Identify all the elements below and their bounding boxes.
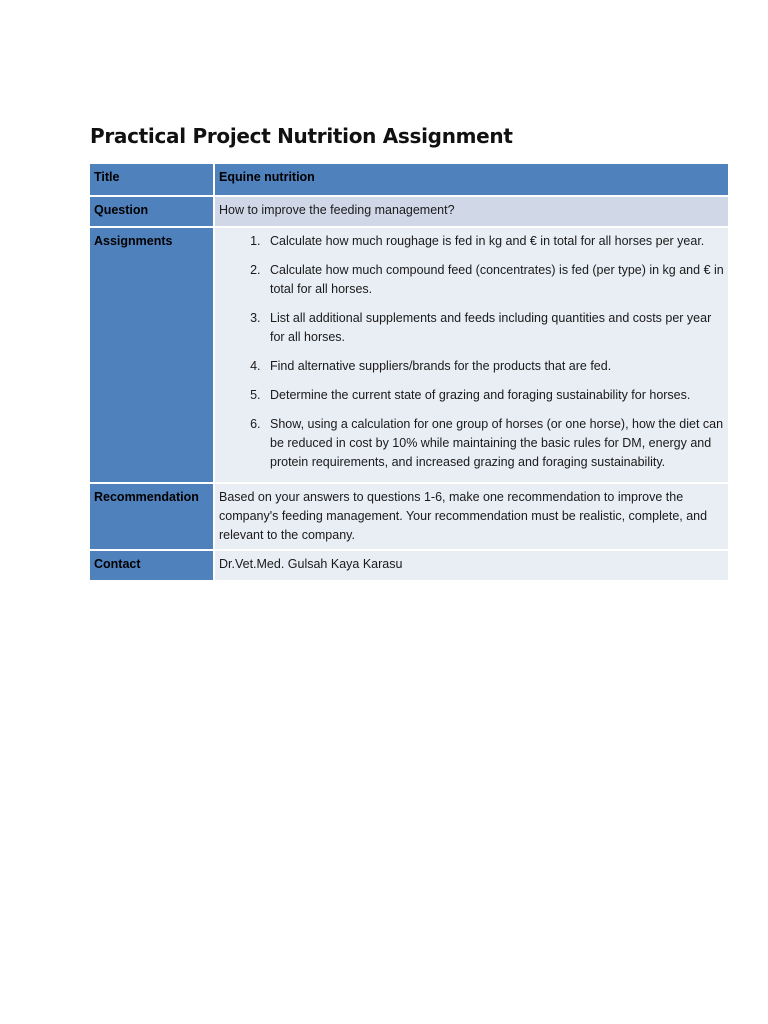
title-label: Title — [90, 164, 215, 195]
assignments-value — [215, 228, 728, 482]
list-item: 3. List all additional supplements and feeds including quantities and costs per year for all horses. — [264, 309, 724, 347]
question-label: Question — [90, 197, 215, 226]
assignments-label: Assignments — [90, 228, 215, 482]
list-item: 6. Show, using a calculation for one group of horses (or one horse), how the diet can be reduced in cost by 10% while maintaining the basic rules for DM, energy and protein requirements, and increased grazing and foraging sustainability. — [264, 415, 724, 472]
recommendation-label: Recommendation — [90, 484, 215, 549]
contact-value: Dr.Vet.Med. Gulsah Kaya Karasu — [215, 551, 728, 580]
list-item: 2. Calculate how much compound feed (concentrates) is fed (per type) in kg and € in total for all horses. — [264, 261, 724, 299]
table-row-contact — [90, 551, 728, 580]
list-item: 5. Determine the current state of grazing and foraging sustainability for horses. — [264, 386, 724, 405]
question-value: How to improve the feeding management? — [215, 197, 728, 226]
table-row-question — [90, 197, 728, 226]
list-item: 1. Calculate how much roughage is fed in kg and € in total for all horses per year. — [264, 232, 724, 251]
title-value: Equine nutrition — [215, 164, 728, 195]
table-row-assignments — [90, 228, 728, 482]
recommendation-value: Based on your answers to questions 1-6, make one recommendation to improve the company's feeding management. Your recommendation must be realistic, complete, and relevant to the company. — [215, 484, 728, 549]
assignment-table — [90, 162, 728, 582]
table-row-title — [90, 164, 728, 195]
list-item: 4. Find alternative suppliers/brands for the products that are fed. — [264, 357, 724, 376]
table-row-recommendation — [90, 484, 728, 549]
assignment-list — [219, 232, 724, 478]
contact-label: Contact — [90, 551, 215, 580]
page-title: Practical Project Nutrition Assignment — [90, 124, 513, 148]
